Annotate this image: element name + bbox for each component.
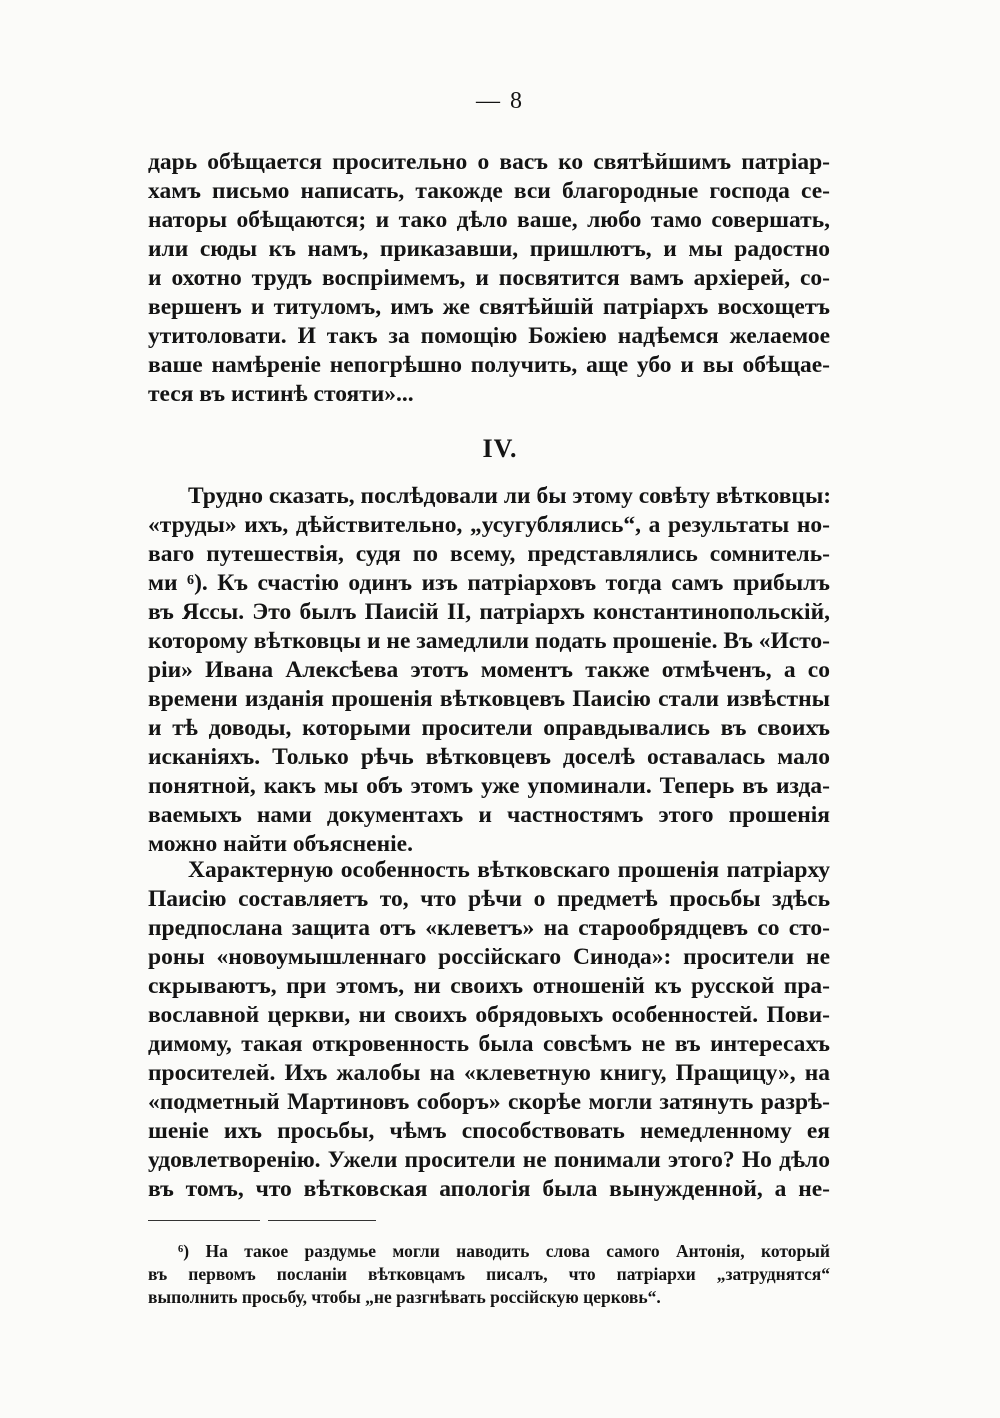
text-line: ріи» Ивана Алексѣева этотъ моментъ также отмѣченъ, а со — [148, 657, 830, 683]
text-line: въ Яссы. Это былъ Паисій II, патріархъ константинопольскій, — [148, 599, 830, 625]
text-line: предпослана защита отъ «клеветъ» на старообрядцевъ со сто- — [148, 915, 830, 941]
text-line: которому вѣтковцы и не замедлили подать прошеніе. Въ «Исто- — [148, 628, 830, 654]
text-line: наторы обѣщаются; и тако дѣло ваше, любо тамо совершать, — [148, 207, 830, 233]
text-line: димому, такая откровенность была совсѣмъ не въ интересахъ — [148, 1031, 830, 1057]
text-line: ми ⁶). Къ счастію одинъ изъ патріарховъ тогда самъ прибылъ — [148, 570, 830, 596]
text-line: утитоловати. И такъ за помощію Божіею надѣемся желаемое — [148, 323, 830, 349]
text-line: Паисію составляетъ то, что рѣчи о предметѣ просьбы здѣсь — [148, 886, 830, 912]
text-line: шеніе ихъ просьбы, чѣмъ способствовать немедленному ея — [148, 1118, 830, 1144]
text-line: «подметный Мартиновъ соборъ» скорѣе могли затянуть разрѣ- — [148, 1089, 830, 1115]
text-line: или сюды къ намъ, приказавши, пришлютъ, и мы радостно — [148, 236, 830, 262]
footnote-line: выполнить просьбу, чтобы „не разгнѣвать россійскую церковь“. — [148, 1287, 661, 1307]
paragraph-2 — [148, 482, 830, 859]
text-line: ваго путешествія, судя по всему, представлялись сомнитель- — [148, 541, 830, 567]
text-line: роны «новоумышленнаго россійскаго Синода»: просители не — [148, 944, 830, 970]
text-line: въ томъ, что вѣтковская апологія была вынужденной, а не- — [148, 1176, 830, 1202]
text-line: дарь обѣщается просительно о васъ ко святѣйшимъ патріар- — [148, 149, 830, 175]
text-line: вершенъ и титуломъ, имъ же святѣйшій патріархъ восхощетъ — [148, 294, 830, 320]
footnote-line: въ первомъ посланіи вѣтковцамъ писалъ, что патріархи „затруднятся“ — [148, 1264, 830, 1284]
section-heading: IV. — [482, 434, 518, 463]
text-line: скрываютъ, при этомъ, ни своихъ отношеній къ русской пра- — [148, 973, 830, 999]
text-line: удовлетворенію. Ужели просители не понимали этого? Но дѣло — [148, 1147, 830, 1173]
footnote-divider — [148, 1220, 260, 1222]
text-line: и тѣ доводы, которыми просители оправдывались въ своихъ — [148, 715, 830, 741]
text-line: «труды» ихъ, дѣйствительно, „усугублялись“, а результаты но- — [148, 512, 830, 538]
text-line: ваше намѣреніе непогрѣшно получить, аще убо и вы обѣщае- — [148, 352, 830, 378]
text-line: просителей. Ихъ жалобы на «клеветную книгу, Пращицу», на — [148, 1060, 830, 1086]
footnote-divider — [268, 1220, 376, 1222]
paragraph-letter-quote — [148, 148, 830, 409]
text-line: Характерную особенность вѣтковскаго прошенія патріарху — [188, 857, 830, 883]
text-line: вославной церкви, ни своихъ обрядовыхъ особенностей. Пови- — [148, 1002, 830, 1028]
text-line: Трудно сказать, послѣдовали ли бы этому совѣту вѣтковцы: — [188, 483, 832, 509]
text-line: ваемыхъ нами документахъ и частностямъ этого прошенія — [148, 802, 830, 828]
text-line: хамъ письмо написать, такожде вси благородные господа се- — [148, 178, 830, 204]
text-line: теся въ истинѣ стояти»... — [148, 381, 414, 407]
text-line: исканіяхъ. Только рѣчь вѣтковцевъ доселѣ оставалась мало — [148, 744, 830, 770]
text-line: понятной, какъ мы объ этомъ уже упоминали. Теперь въ изда- — [148, 773, 830, 799]
footnote — [148, 1240, 830, 1309]
text-line: времени изданія прошенія вѣтковцевъ Паисію стали извѣстны — [148, 686, 830, 712]
text-line: можно найти объясненіе. — [148, 831, 413, 857]
paragraph-3 — [148, 856, 830, 1204]
page-number: — 8 — [476, 88, 524, 114]
text-line: и охотно трудъ воспріимемъ, и посвятится вамъ архіерей, со- — [148, 265, 830, 291]
footnote-line: ⁶) На такое раздумье могли наводить слова самого Антонія, который — [178, 1241, 830, 1261]
